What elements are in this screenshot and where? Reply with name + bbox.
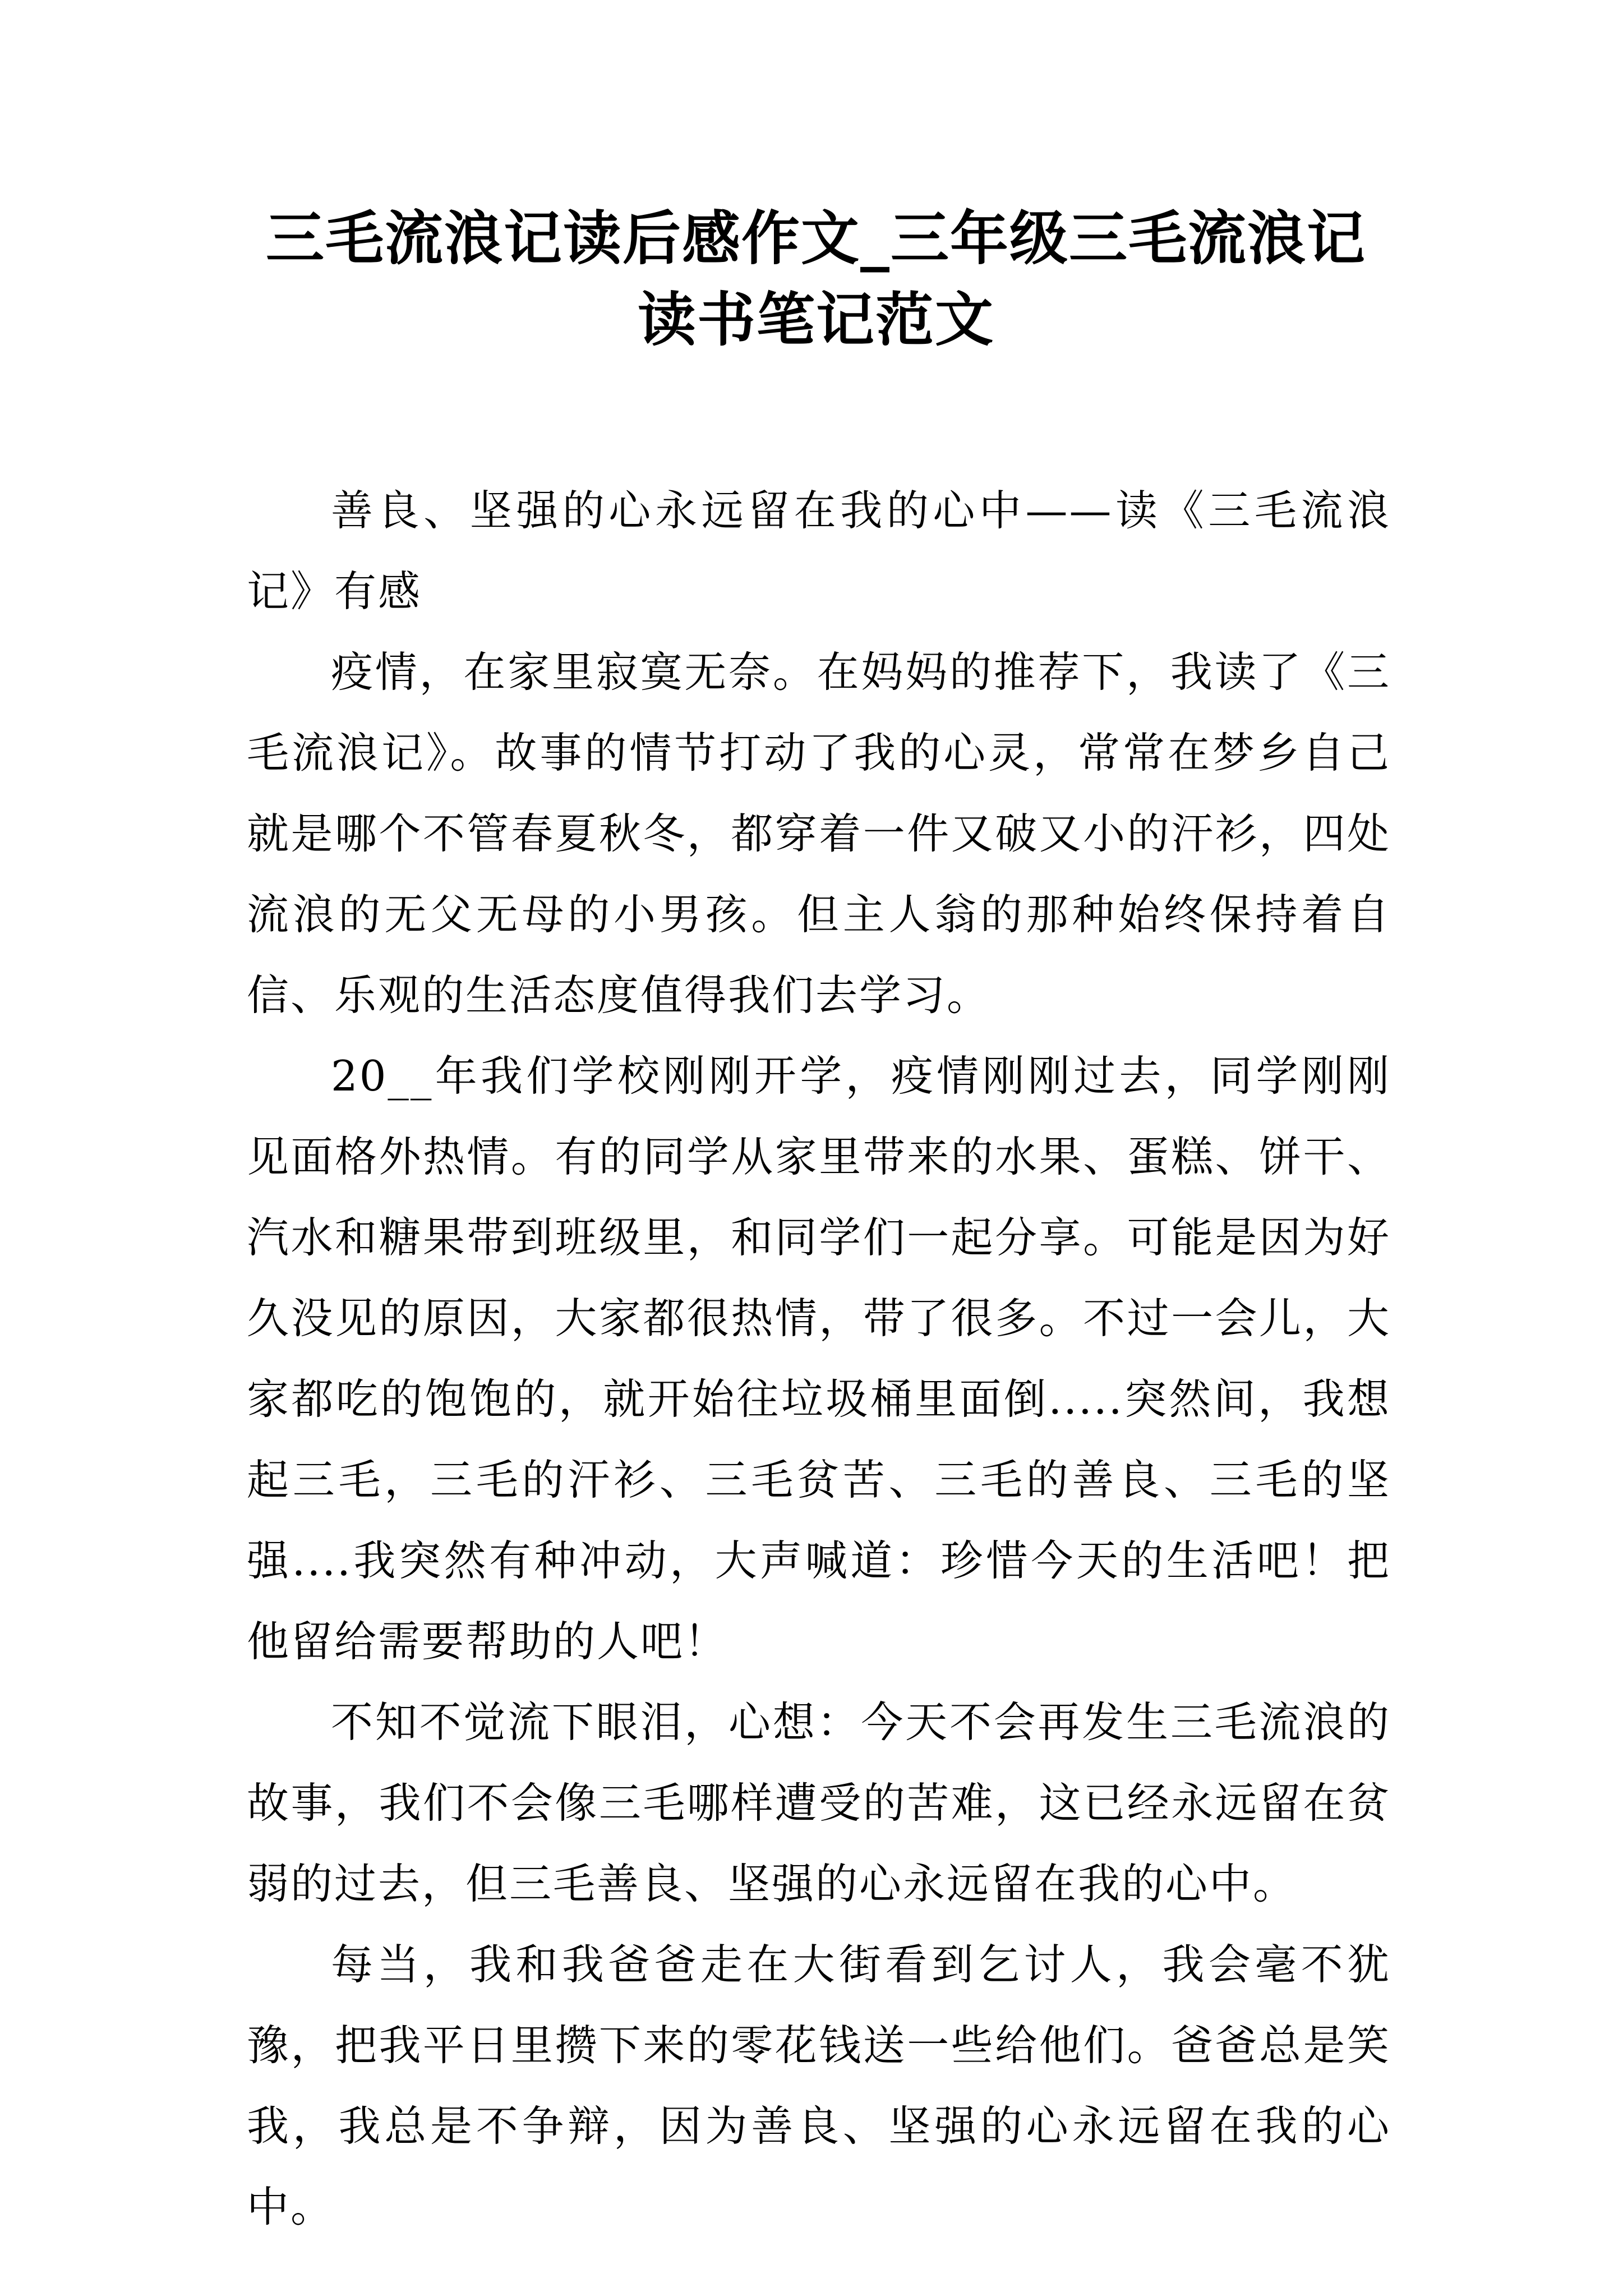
paragraph-3: 不知不觉流下眼泪，心想：今天不会再发生三毛流浪的故事，我们不会像三毛哪样遭受的苦难，这已经永远留在贫弱的过去，但三毛善良、坚强的心永远留在我的心中。 [247, 1697, 1391, 1908]
document-body [247, 470, 1391, 2247]
title-line-1: 三毛流浪记读后感作文_三年级三毛流浪记 [265, 204, 1366, 273]
paragraph-2: 20__年我们学校刚刚开学，疫情刚刚过去，同学刚刚见面格外热情。有的同学从家里带来的水果、蛋糕、饼干、汽水和糖果带到班级里，和同学们一起分享。可能是因为好久没见的原因，大家都很热情，带了很多。不过一会儿，大家都吃的饱饱的，就开始往垃圾桶里面倒.....突然间，我想起三毛，三毛的汗衫、三毛贫苦、三毛的善良、三毛的坚强....我突然有种冲动，大声喊道：珍惜今天的生活吧！把他留给需要帮助的人吧！ [247, 1051, 1391, 1666]
paragraph-4: 每当，我和我爸爸走在大街看到乞讨人，我会毫不犹豫，把我平日里攒下来的零花钱送一些给他们。爸爸总是笑我，我总是不争辩，因为善良、坚强的心永远留在我的心中。 [247, 1940, 1391, 2231]
title-line-2: 读书笔记范文 [637, 285, 994, 354]
document-title [247, 197, 1385, 360]
paragraph-subtitle: 善良、坚强的心永远留在我的心中——读《三毛流浪记》有感 [247, 486, 1391, 616]
paragraph-1: 疫情，在家里寂寞无奈。在妈妈的推荐下，我读了《三毛流浪记》。故事的情节打动了我的心灵，常常在梦乡自己就是哪个不管春夏秋冬，都穿着一件又破又小的汗衫，四处流浪的无父无母的小男孩。但主人翁的那种始终保持着自信、乐观的生活态度值得我们去学习。 [247, 647, 1391, 1020]
